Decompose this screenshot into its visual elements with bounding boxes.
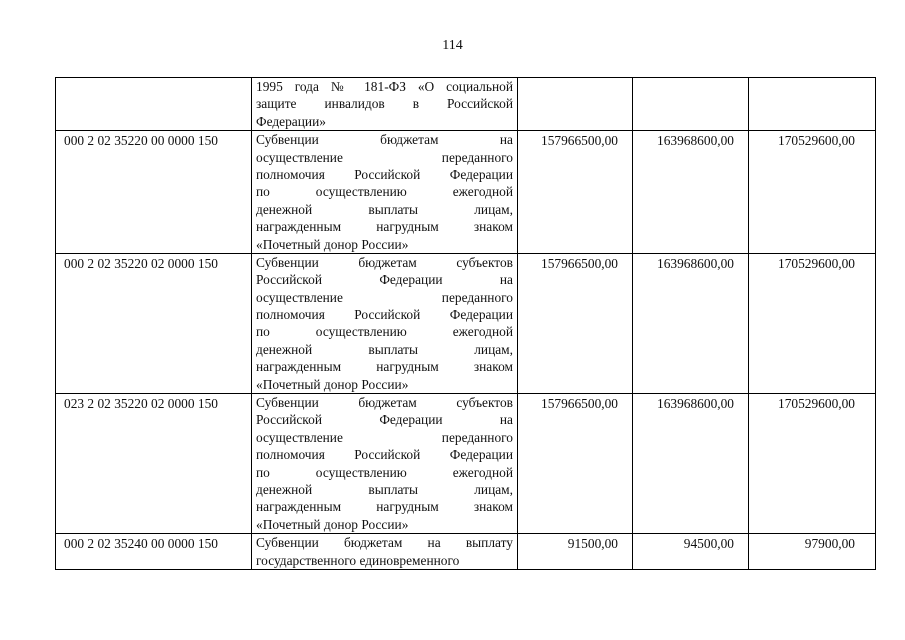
budget-code-cell: 000 2 02 35240 00 0000 150 bbox=[56, 534, 252, 570]
amount-year-3-cell: 170529600,00 bbox=[749, 131, 876, 254]
table-row bbox=[56, 78, 876, 131]
description-line: Российской Федерации на bbox=[256, 272, 513, 288]
description-line: Российской Федерации на bbox=[256, 412, 513, 428]
budget-code-cell: 000 2 02 35220 02 0000 150 bbox=[56, 253, 252, 393]
description-line: государственного единовременного bbox=[256, 552, 460, 568]
amount-year-2-cell bbox=[633, 78, 749, 131]
description-line: денежной выплаты лицам, bbox=[256, 341, 513, 357]
page-number: 114 bbox=[442, 38, 463, 53]
description-line: Федерации» bbox=[256, 113, 326, 129]
amount-year-2-cell: 163968600,00 bbox=[633, 131, 749, 254]
description-line: 1995 года № 181-ФЗ «О социальной bbox=[256, 79, 513, 94]
budget-code-cell: 000 2 02 35220 00 0000 150 bbox=[56, 131, 252, 254]
amount-year-3-cell bbox=[749, 78, 876, 131]
budget-table-body bbox=[56, 78, 876, 570]
description-line: Субвенции бюджетам на выплату bbox=[256, 535, 513, 551]
description-cell bbox=[252, 394, 518, 534]
description-cell bbox=[252, 78, 518, 131]
amount-year-3-cell: 170529600,00 bbox=[749, 253, 876, 393]
description-cell bbox=[252, 253, 518, 393]
table-row bbox=[56, 131, 876, 254]
description-line: «Почетный донор России» bbox=[256, 376, 409, 392]
amount-year-1-cell: 157966500,00 bbox=[518, 131, 633, 254]
description-line: Субвенции бюджетам субъектов bbox=[256, 254, 513, 270]
description-line: защите инвалидов в Российской bbox=[256, 96, 513, 112]
amount-year-3-cell: 97900,00 bbox=[749, 534, 876, 570]
description-line: Субвенции бюджетам на bbox=[256, 132, 513, 148]
amount-year-2-cell: 163968600,00 bbox=[633, 253, 749, 393]
amount-year-3-cell: 170529600,00 bbox=[749, 394, 876, 534]
table-row bbox=[56, 394, 876, 534]
description-cell bbox=[252, 534, 518, 570]
description-line: денежной выплаты лицам, bbox=[256, 201, 513, 217]
description-line: по осуществлению ежегодной bbox=[256, 464, 513, 480]
amount-year-2-cell: 163968600,00 bbox=[633, 394, 749, 534]
amount-year-1-cell bbox=[518, 78, 633, 131]
budget-table bbox=[55, 77, 876, 570]
description-line: Субвенции бюджетам субъектов bbox=[256, 395, 513, 411]
amount-year-1-cell: 91500,00 bbox=[518, 534, 633, 570]
description-line: осуществление переданного bbox=[256, 429, 513, 445]
description-line: денежной выплаты лицам, bbox=[256, 481, 513, 497]
amount-year-1-cell: 157966500,00 bbox=[518, 253, 633, 393]
description-line: полномочия Российской Федерации bbox=[256, 447, 513, 463]
amount-year-1-cell: 157966500,00 bbox=[518, 394, 633, 534]
budget-code-cell: 023 2 02 35220 02 0000 150 bbox=[56, 394, 252, 534]
description-line: «Почетный донор России» bbox=[256, 236, 409, 252]
amount-year-2-cell: 94500,00 bbox=[633, 534, 749, 570]
description-line: награжденным нагрудным знаком bbox=[256, 219, 513, 235]
description-line: по осуществлению ежегодной bbox=[256, 184, 513, 200]
table-row bbox=[56, 253, 876, 393]
description-line: по осуществлению ежегодной bbox=[256, 324, 513, 340]
description-line: полномочия Российской Федерации bbox=[256, 166, 513, 182]
description-line: осуществление переданного bbox=[256, 289, 513, 305]
description-line: осуществление переданного bbox=[256, 149, 513, 165]
description-line: полномочия Российской Федерации bbox=[256, 307, 513, 323]
description-cell bbox=[252, 131, 518, 254]
description-line: награжденным нагрудным знаком bbox=[256, 499, 513, 515]
table-row bbox=[56, 534, 876, 570]
description-line: награжденным нагрудным знаком bbox=[256, 359, 513, 375]
budget-code-cell bbox=[56, 78, 252, 131]
description-line: «Почетный донор России» bbox=[256, 516, 409, 532]
